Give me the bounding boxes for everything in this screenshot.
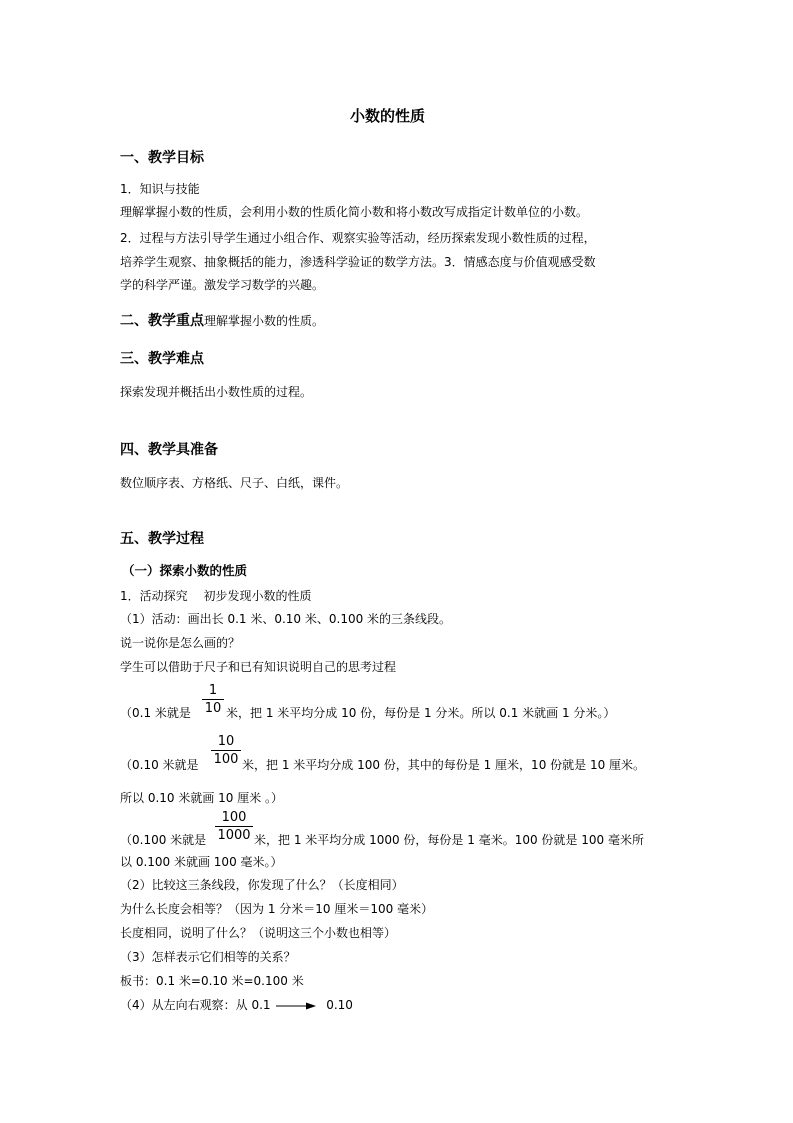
paragraph-line: 学生可以借助于尺子和已有知识说明自己的思考过程 [120,660,397,674]
fraction-hundred-thousandths [215,811,253,842]
fraction-denominator: 10 [204,701,222,716]
fraction-numerator: 100 [221,810,247,825]
section-heading-keypoints: 二、教学重点 [120,313,204,329]
paragraph-line: 长度相同，说明了什么？（说明这三个小数也相等） [120,926,397,940]
paragraph-line: 说一说你是怎么画的？ [120,636,241,650]
section-keypoints [120,312,324,328]
fraction-ten-hundredths [211,735,241,766]
paragraph-line: 板书：0.1 米=0.10 米=0.100 米 [120,974,304,988]
section-heading-process: 五、教学过程 [120,531,204,547]
paragraph-line: 理解掌握小数的性质，会利用小数的性质化简小数和将小数改写成指定计数单位的小数。 [120,205,589,219]
paragraph-line: 2．过程与方法引导学生通过小组合作、观察实验等活动，经历探索发现小数性质的过程， [120,231,596,245]
page-title: 小数的性质 [350,107,426,125]
fraction-one-tenth [202,684,224,715]
section-materials-text: 数位顺序表、方格纸、尺子、白纸，课件。 [120,476,349,490]
paragraph-line: 1．知识与技能 [120,182,200,196]
paragraph-line: 培养学生观察、抽象概括的能力，渗透科学验证的数学方法。3．情感态度与价值观感受数 [120,255,596,269]
fraction-line-post: 米，把 1 米平均分成 1000 份，每份是 1 毫米。100 份就是 100 毫米所 [254,833,644,847]
observe-line-pre: （4）从左向右观察：从 0.1 [120,998,271,1012]
fraction-line-post: 米，把 1 米平均分成 100 份，其中的每份是 1 厘米，10 份就是 10 厘米。 [242,758,646,772]
fraction-line-cont: 所以 0.10 米就画 10 厘米 。） [120,791,284,805]
fraction-line-pre: （0.100 米就是 [120,833,207,847]
fraction-line-cont: 以 0.100 米就画 100 毫米。） [120,855,283,869]
paragraph-line: 学的科学严谨。激发学习数学的兴趣。 [120,278,325,292]
observe-line-post: 0.10 [326,998,353,1012]
section-heading-materials: 四、教学具准备 [120,442,218,458]
paragraph-line: 为什么长度会相等？（因为 1 分米＝10 厘米＝100 毫米） [120,902,434,916]
paragraph-line: （1）活动：画出长 0.1 米、0.10 米、0.100 米的三条线段。 [120,612,452,626]
paragraph-line: （3）怎样表示它们相等的关系？ [120,950,296,964]
paragraph-line: 1．活动探究 初步发现小数的性质 [120,589,312,603]
fraction-denominator: 1000 [217,828,251,843]
section-keypoints-text: 理解掌握小数的性质。 [204,314,325,328]
fraction-line-pre: （0.10 米就是 [120,758,199,772]
section-heading-objectives: 一、教学目标 [120,150,204,166]
paragraph-line: （2）比较这三条线段，你发现了什么？（长度相同） [120,878,404,892]
section-difficulty-text: 探索发现并概括出小数性质的过程。 [120,385,313,399]
section-heading-difficulty: 三、教学难点 [120,351,204,367]
fraction-line-post: 米，把 1 米平均分成 10 份，每份是 1 分米。所以 0.1 米就画 1 分米。） [226,706,616,720]
subsection-heading: （一）探索小数的性质 [122,563,248,578]
arrow-right-icon [276,1001,316,1011]
fraction-line-pre: （0.1 米就是 [120,706,191,720]
fraction-numerator: 1 [208,683,218,698]
fraction-denominator: 100 [213,752,239,767]
observe-line [120,999,353,1011]
fraction-numerator: 10 [217,734,235,749]
